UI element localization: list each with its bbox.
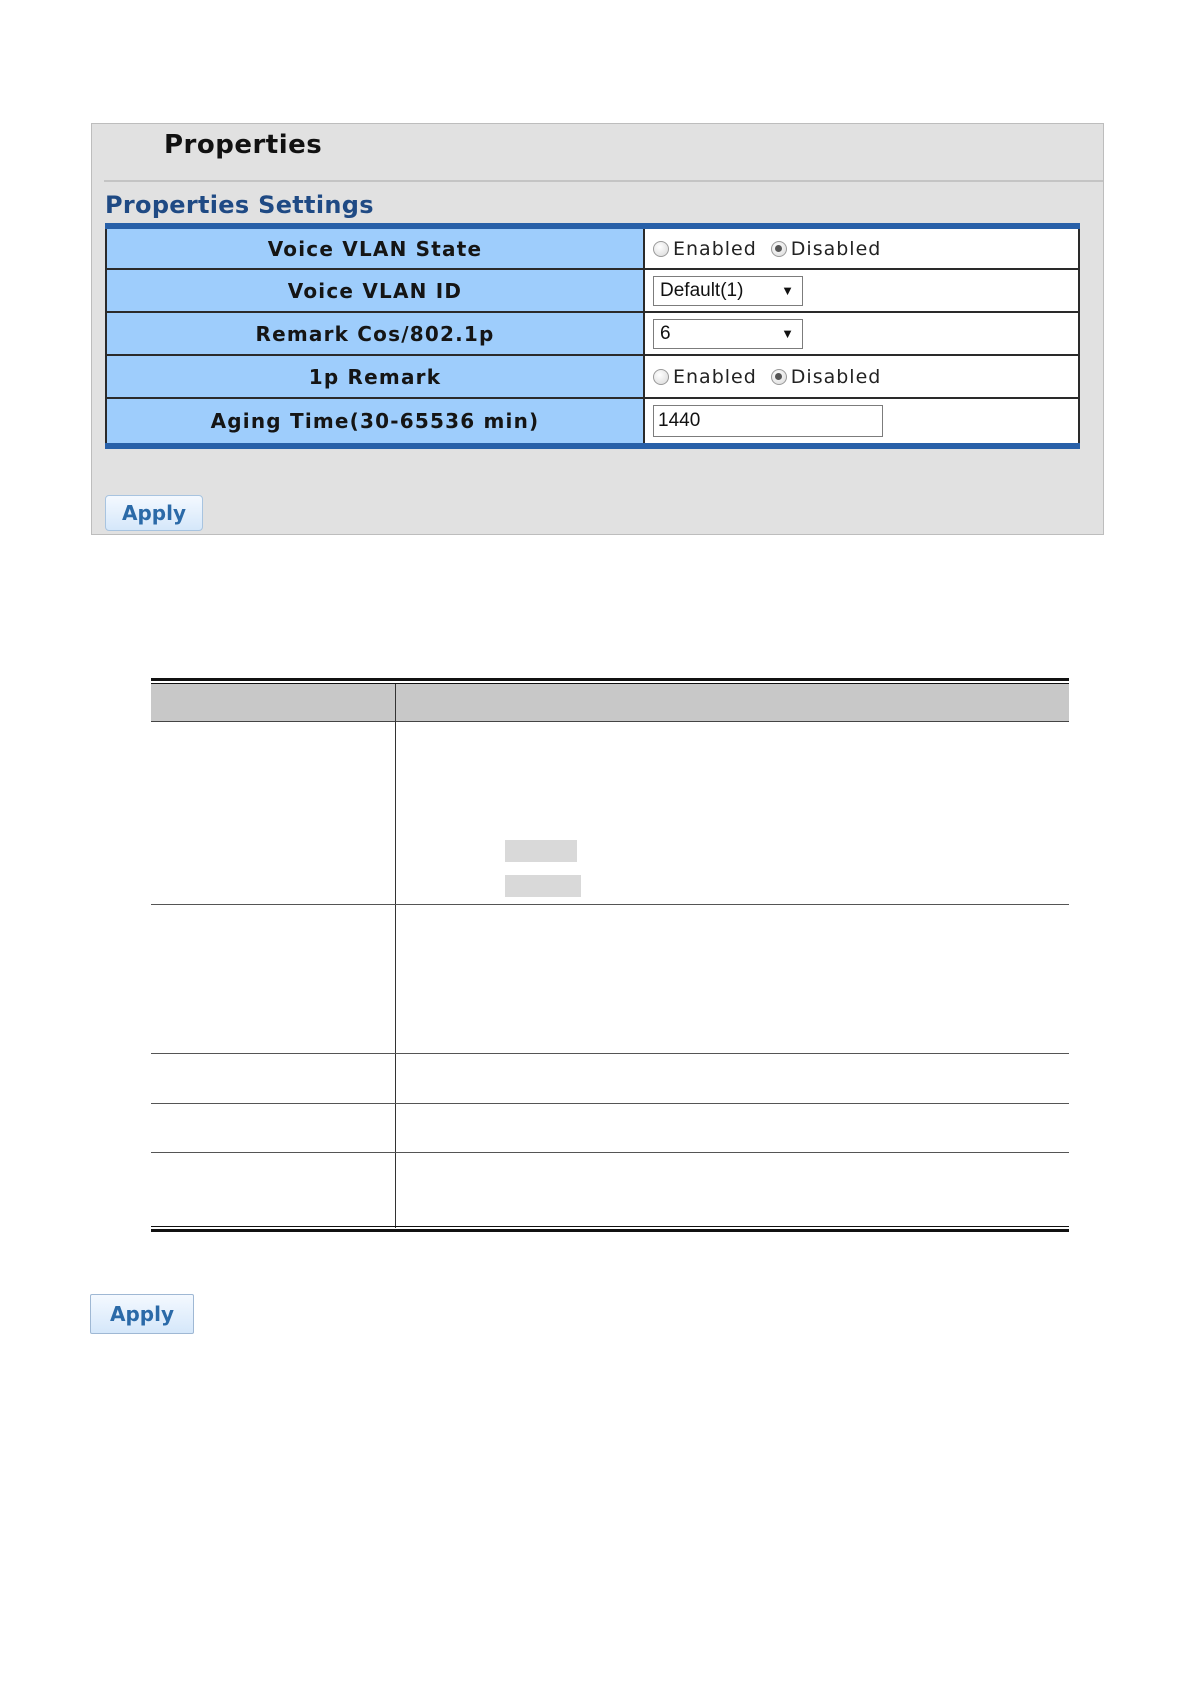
row-voice-vlan-state [106, 226, 1079, 269]
row-aging-time [106, 398, 1079, 446]
apply-button[interactable]: Apply [105, 495, 203, 531]
table-row-divider [151, 1103, 1069, 1104]
voice-vlan-state-enabled-label[interactable]: Enabled [673, 237, 757, 260]
remark-1p-disabled-radio[interactable] [771, 369, 787, 385]
remark-1p-disabled-label[interactable]: Disabled [790, 365, 882, 388]
voice-vlan-state-label: Voice VLAN State [106, 226, 644, 269]
title-divider [104, 180, 1103, 182]
remark-cos-label: Remark Cos/802.1p [106, 312, 644, 355]
dropdown-arrow-icon: ▼ [781, 326, 794, 341]
description-table [151, 678, 1069, 1232]
table-top-rule [151, 678, 1069, 681]
voice-vlan-state-disabled-radio[interactable] [771, 241, 787, 257]
voice-vlan-state-disabled-label[interactable]: Disabled [790, 237, 882, 260]
remark-1p-enabled-label[interactable]: Enabled [673, 365, 757, 388]
highlight-swatch [505, 875, 581, 897]
highlight-swatch [505, 840, 577, 862]
row-voice-vlan-id [106, 269, 1079, 312]
properties-settings-table [105, 223, 1080, 449]
row-remark-cos [106, 312, 1079, 355]
table-bottom-rule [151, 1229, 1069, 1232]
aging-time-input[interactable]: 1440 [653, 405, 883, 437]
voice-vlan-id-label: Voice VLAN ID [106, 269, 644, 312]
remark-1p-cell [644, 355, 1079, 398]
voice-vlan-id-select[interactable] [653, 276, 803, 306]
voice-vlan-id-value: Default(1) [660, 279, 744, 301]
remark-cos-select[interactable] [653, 319, 803, 349]
remark-1p-enabled-radio[interactable] [653, 369, 669, 385]
table-row-divider [151, 1053, 1069, 1054]
row-1p-remark [106, 355, 1079, 398]
remark-1p-label: 1p Remark [106, 355, 644, 398]
remark-cos-value: 6 [660, 322, 671, 344]
column-divider [395, 684, 396, 1228]
remark-cos-cell [644, 312, 1079, 355]
remark-1p-radio-group [653, 366, 1078, 388]
voice-vlan-state-radio-group [653, 238, 1078, 260]
properties-panel [91, 123, 1104, 535]
page-title: Properties [164, 130, 323, 160]
aging-time-cell [644, 398, 1079, 446]
dropdown-arrow-icon: ▼ [781, 283, 794, 298]
table-header-row [151, 684, 1069, 722]
voice-vlan-id-cell [644, 269, 1079, 312]
section-title: Properties Settings [105, 191, 374, 219]
apply-button-example[interactable]: Apply [90, 1294, 194, 1334]
table-row-divider [151, 904, 1069, 905]
voice-vlan-state-enabled-radio[interactable] [653, 241, 669, 257]
aging-time-label: Aging Time(30-65536 min) [106, 398, 644, 446]
voice-vlan-state-cell [644, 226, 1079, 269]
table-bottom-rule-thin [151, 1226, 1069, 1227]
table-row-divider [151, 1152, 1069, 1153]
